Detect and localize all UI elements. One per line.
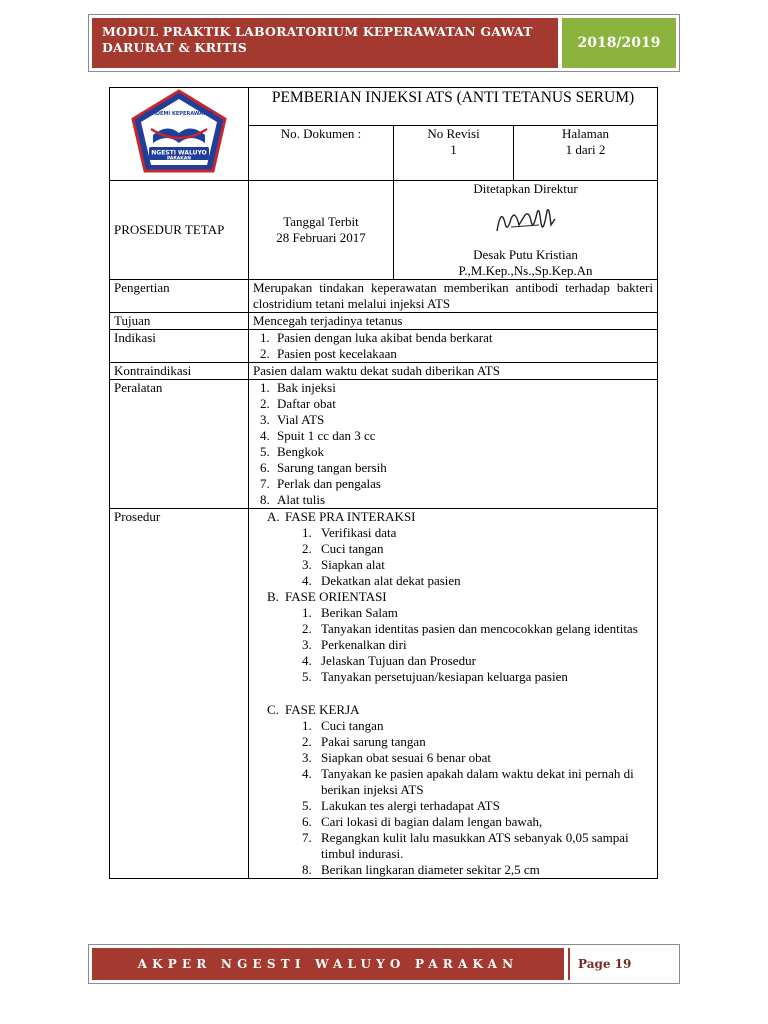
list-item: 5. Lakukan tes alergi terhadapat ATS xyxy=(315,798,653,814)
list-item: 4. Dekatkan alat dekat pasien xyxy=(315,573,653,589)
list-item: 2. Cuci tangan xyxy=(315,541,653,557)
phase-a-list xyxy=(253,525,653,589)
list-item: 6. Cari lokasi di bagian dalam lengan bawah, xyxy=(315,814,653,830)
module-title: MODUL PRAKTIK LABORATORIUM KEPERAWATAN GAWAT DARURAT & KRITIS xyxy=(92,18,558,68)
phase-b-heading xyxy=(267,589,653,605)
director-signature xyxy=(491,201,561,241)
list-item: 8. Alat tulis xyxy=(273,492,653,508)
indikasi-list xyxy=(253,330,653,362)
page-number: Page 19 xyxy=(568,948,676,980)
pengertian-label: Pengertian xyxy=(110,280,249,313)
director-title: P.,M.Kep.,Ns.,Sp.Kep.An xyxy=(458,263,593,278)
list-item: 1. Verifikasi data xyxy=(315,525,653,541)
no-revisi-value: 1 xyxy=(450,142,457,157)
list-item: 2. Pasien post kecelakaan xyxy=(273,346,653,362)
list-item: 7. Regangkan kulit lalu masukkan ATS sebanyak 0,05 sampai timbul indurasi. xyxy=(315,830,653,862)
list-item: 2. Pakai sarung tangan xyxy=(315,734,653,750)
procedure-table xyxy=(109,87,658,879)
tujuan-text: Mencegah terjadinya tetanus xyxy=(249,313,658,330)
no-revisi-label: No Revisi xyxy=(427,126,480,141)
halaman-cell xyxy=(514,126,658,181)
list-item: 3. Perkenalkan diri xyxy=(315,637,653,653)
spacer xyxy=(253,685,653,702)
tanggal-value: 28 Februari 2017 xyxy=(276,230,366,245)
list-item: 1. Bak injeksi xyxy=(273,380,653,396)
phase-a-heading xyxy=(267,509,653,525)
pengertian-text: Merupakan tindakan keperawatan memberikan antibodi terhadap bakteri clostridium tetani melalui injeksi ATS xyxy=(249,280,658,313)
list-item: 1. Pasien dengan luka akibat benda berkarat xyxy=(273,330,653,346)
list-item: 3. Siapkan obat sesuai 6 benar obat xyxy=(315,750,653,766)
phase-a-title: FASE PRA INTERAKSI xyxy=(285,509,416,524)
list-item: 4. Jelaskan Tujuan dan Prosedur xyxy=(315,653,653,669)
footer-institution: AKPER NGESTI WALUYO PARAKAN xyxy=(92,948,564,980)
kontraindikasi-text: Pasien dalam waktu dekat sudah diberikan ATS xyxy=(249,363,658,380)
phase-b-letter: B. xyxy=(267,589,279,604)
phase-a-letter: A. xyxy=(267,509,280,524)
peralatan-list-cell xyxy=(249,380,658,509)
list-item: 4. Spuit 1 cc dan 3 cc xyxy=(273,428,653,444)
phase-c-letter: C. xyxy=(267,702,279,717)
list-item: 3. Vial ATS xyxy=(273,412,653,428)
tujuan-label: Tujuan xyxy=(110,313,249,330)
ditetapkan-label: Ditetapkan Direktur xyxy=(473,181,578,196)
kontraindikasi-label: Kontraindikasi xyxy=(110,363,249,380)
list-item: 6. Sarung tangan bersih xyxy=(273,460,653,476)
list-item: 4. Tanyakan ke pasien apakah dalam waktu dekat ini pernah di berikan injeksi ATS xyxy=(315,766,653,798)
list-item: 1. Berikan Salam xyxy=(315,605,653,621)
peralatan-label: Peralatan xyxy=(110,380,249,509)
logo-bottom-text-1: NGESTI WALUYO xyxy=(151,149,207,157)
phase-c-heading xyxy=(267,702,653,718)
phase-b-list xyxy=(253,605,653,685)
logo-top-text: AKADEMI KEPERAWATAN xyxy=(144,111,214,117)
no-dokumen-label: No. Dokumen : xyxy=(249,126,394,181)
document-title: PEMBERIAN INJEKSI ATS (ANTI TETANUS SERUM) xyxy=(249,88,658,126)
phase-b-title: FASE ORIENTASI xyxy=(285,589,387,604)
list-item: 7. Perlak dan pengalas xyxy=(273,476,653,492)
halaman-value: 1 dari 2 xyxy=(565,142,606,157)
academy-logo xyxy=(129,89,229,175)
list-item: 3. Siapkan alat xyxy=(315,557,653,573)
list-item: 8. Berikan lingkaran diameter sekitar 2,5 cm xyxy=(315,862,653,878)
peralatan-list xyxy=(253,380,653,508)
director-name: Desak Putu Kristian xyxy=(473,247,578,262)
list-item: 1. Cuci tangan xyxy=(315,718,653,734)
logo-bottom-text-2: PARAKAN xyxy=(166,156,192,162)
prosedur-steps-cell xyxy=(249,509,658,879)
logo-cell xyxy=(110,88,249,181)
list-item: 2. Tanyakan identitas pasien dan mencocokkan gelang identitas xyxy=(315,621,653,637)
tanggal-cell xyxy=(249,181,394,280)
prosedur-label: Prosedur xyxy=(110,509,249,879)
phase-c-list xyxy=(253,718,653,878)
director-cell xyxy=(394,181,658,280)
halaman-label: Halaman xyxy=(562,126,609,141)
list-item: 5. Bengkok xyxy=(273,444,653,460)
indikasi-label: Indikasi xyxy=(110,330,249,363)
phase-c-title: FASE KERJA xyxy=(285,702,360,717)
no-revisi-cell xyxy=(394,126,514,181)
academic-year: 2018/2019 xyxy=(562,18,676,68)
list-item: 2. Daftar obat xyxy=(273,396,653,412)
indikasi-list-cell xyxy=(249,330,658,363)
tanggal-label: Tanggal Terbit xyxy=(283,214,359,229)
list-item: 5. Tanyakan persetujuan/kesiapan keluarga pasien xyxy=(315,669,653,685)
prosedur-tetap-label: PROSEDUR TETAP xyxy=(110,181,249,280)
